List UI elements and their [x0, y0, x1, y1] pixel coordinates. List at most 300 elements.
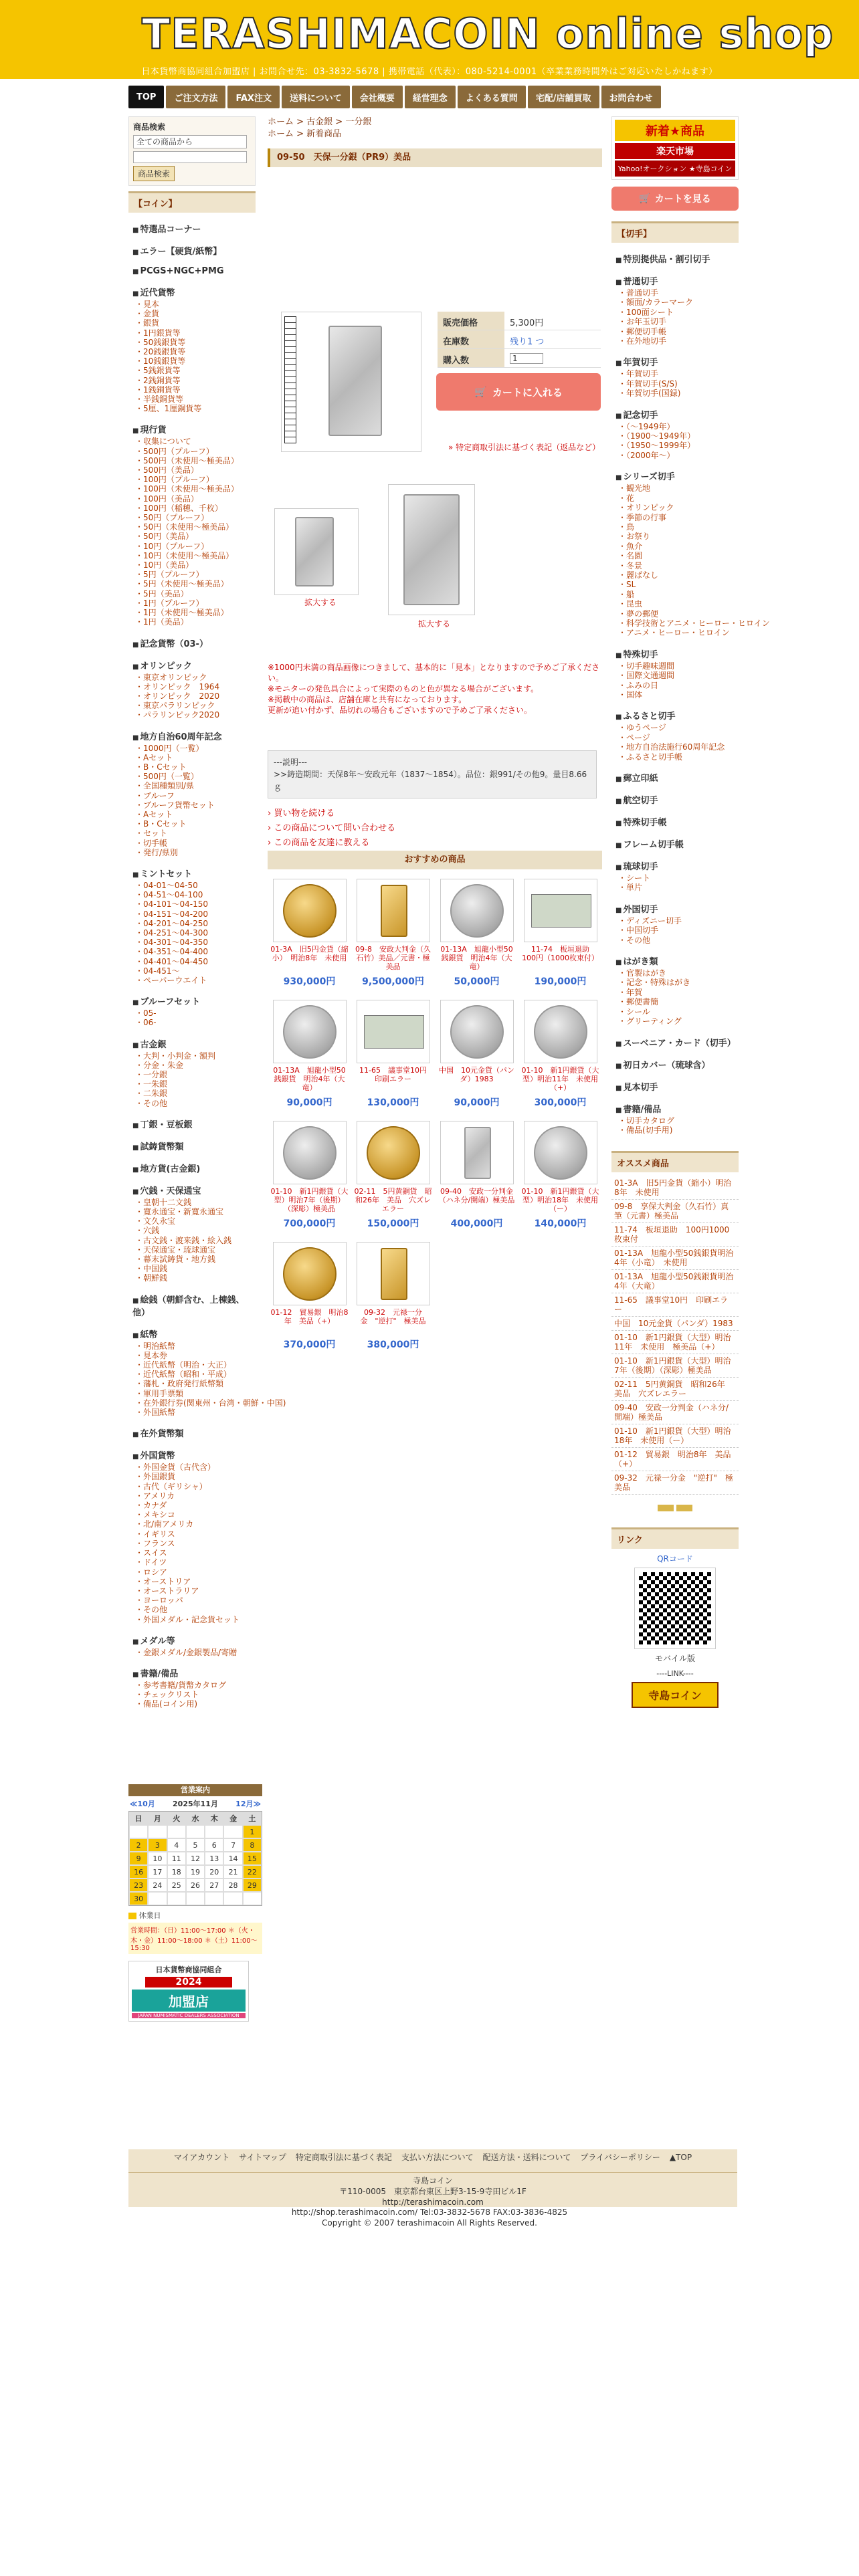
right-top-link[interactable]: ■ 特別提供品・割引切手 — [611, 252, 739, 265]
recommended-item[interactable] — [518, 1121, 602, 1230]
osusume-item[interactable]: 11-74 板垣退助 100円1000枚束付 — [611, 1223, 739, 1247]
recommended-image[interactable] — [273, 879, 347, 942]
left-menu-item[interactable]: ・ チェックリスト — [128, 1690, 256, 1699]
left-menu-item[interactable]: ・ 1000円（一覧） — [128, 744, 256, 753]
recommended-image[interactable] — [440, 879, 514, 942]
right-menu-item[interactable]: ・ シール — [611, 1007, 739, 1016]
left-menu-item[interactable]: ・ 1円銀貨等 — [128, 328, 256, 338]
recommended-item[interactable] — [351, 1121, 435, 1230]
recommended-title[interactable]: 09-8 安政大判金（久石竹）美品／元書・極美品 — [355, 945, 431, 971]
left-menu-item[interactable]: ・ フランス — [128, 1539, 256, 1548]
osusume-item[interactable]: 01-10 新1円銀貨（大型）明治11年 未使用 極美品（+） — [611, 1331, 739, 1354]
left-menu-item[interactable]: ・ 500円（美品） — [128, 465, 256, 475]
left-top-link[interactable]: ■ 特選品コーナー — [128, 222, 256, 235]
left-menu-item[interactable]: ・ B・Cセット — [128, 819, 256, 829]
left-menu-item[interactable]: ・ 10銭銀貨等 — [128, 356, 256, 366]
holiday-swatch — [128, 1913, 136, 1919]
left-menu-item[interactable]: ・ 天保通宝・琉球通宝 — [128, 1245, 256, 1255]
yahoo-label[interactable]: Yahoo!オークション ★寺島コイン — [615, 160, 735, 177]
recommended-title[interactable]: 01-13A 旭龍小型50銭銀貨 明治4年（大竜） — [440, 945, 513, 971]
recommended-image[interactable] — [273, 1242, 347, 1305]
left-menu-item[interactable]: ・ 20銭銀貨等 — [128, 347, 256, 356]
right-menu-item[interactable]: ・ （1950～1999年） — [611, 441, 739, 450]
product-link[interactable]: › 買い物を続ける — [268, 807, 395, 821]
left-menu-item[interactable]: ・ 5円（未使用～極美品） — [128, 579, 256, 588]
recommended-item[interactable] — [351, 1242, 435, 1351]
footer-url[interactable]: http://terashimacoin.com — [382, 2197, 484, 2207]
right-section-title[interactable]: ■ 書籍/備品 — [611, 1102, 739, 1115]
left-menu-item[interactable]: ・ 50円（未使用～極美品） — [128, 522, 256, 532]
recommended-image[interactable] — [357, 1242, 430, 1305]
recommended-title[interactable]: 01-10 新1円銀貨（大型）明治7年（後期）（深彫）極美品 — [270, 1187, 349, 1213]
recommended-image[interactable] — [357, 879, 430, 942]
right-menu-item[interactable]: ・ 科学技術とアニメ・ヒーロー・ヒロイン — [611, 619, 739, 628]
recommended-item[interactable] — [351, 1000, 435, 1109]
left-menu-item[interactable]: ・ 東京パラリンピック — [128, 701, 256, 710]
nav-item[interactable]: ご注文方法 — [166, 86, 225, 108]
left-menu-item[interactable]: ・ 全国種類別/県 — [128, 781, 256, 790]
recommended-image[interactable] — [440, 1000, 514, 1063]
left-top-link[interactable]: ■ エラー【硬貨/紙幣】 — [128, 244, 256, 257]
left-menu-item[interactable]: ・ 500円（未使用～極美品） — [128, 456, 256, 465]
left-menu-item[interactable]: ・ スイス — [128, 1548, 256, 1558]
right-menu-item[interactable]: ・ 郵便書簡 — [611, 997, 739, 1006]
calendar-next[interactable]: 12月≫ — [235, 1800, 261, 1808]
osusume-item[interactable]: 09-40 安政一分判金（ハネ分/開端）極美品 — [611, 1401, 739, 1424]
left-menu-item[interactable]: ・ 04-151～04-200 — [128, 909, 256, 919]
add-to-cart-button[interactable] — [436, 373, 601, 411]
left-menu-item[interactable]: ・ 04-201～04-250 — [128, 919, 256, 928]
right-menu-item[interactable]: ・ 備品(切手用) — [611, 1125, 739, 1135]
left-menu-item[interactable]: ・ 5円（美品） — [128, 589, 256, 599]
osusume-item[interactable]: 01-3A 旧5円金貨（縮小）明治8年 未使用 — [611, 1176, 739, 1200]
right-menu-item[interactable]: ・ 魚介 — [611, 542, 739, 551]
left-menu-item[interactable]: ・ 二朱銀 — [128, 1089, 256, 1098]
right-menu-item[interactable]: ・ 花 — [611, 494, 739, 503]
left-menu-item[interactable]: ・ 04-451～ — [128, 966, 256, 976]
left-section-title[interactable]: ■ 書籍/備品 — [128, 1667, 256, 1679]
left-menu-item[interactable]: ・ ドイツ — [128, 1558, 256, 1567]
recommended-image[interactable] — [440, 1121, 514, 1184]
product-link[interactable]: › この商品について問い合わせる — [268, 821, 395, 836]
right-menu-item[interactable]: ・ 昆虫 — [611, 599, 739, 609]
left-menu-item[interactable]: ・ メキシコ — [128, 1510, 256, 1519]
left-menu-item[interactable]: ・ セット — [128, 829, 256, 838]
recommended-item[interactable] — [268, 1000, 351, 1109]
calendar-title: 営業案内 — [128, 1784, 262, 1796]
pager-prev[interactable] — [658, 1505, 674, 1511]
right-section-title[interactable]: ■ 航空切手 — [611, 793, 739, 806]
left-menu-item[interactable]: ・ 古代（ギリシャ） — [128, 1482, 256, 1491]
association-badge[interactable] — [128, 1961, 249, 2022]
recommended-title[interactable]: 11-74 板垣退助 100円（1000枚束付） — [522, 945, 599, 962]
left-menu-item[interactable]: ・ Aセット — [128, 753, 256, 762]
product-link[interactable]: › この商品を友達に教える — [268, 836, 395, 851]
left-menu-item[interactable]: ・ 2銭銅貨等 — [128, 376, 256, 385]
right-menu-item[interactable]: ・ 名園 — [611, 551, 739, 560]
left-menu-item[interactable]: ・ 100円（美品） — [128, 494, 256, 504]
recommended-title[interactable]: 11-65 議事堂10円 印刷エラー — [359, 1066, 434, 1083]
right-menu-item[interactable]: ・ 在外地切手 — [611, 336, 739, 346]
osusume-item[interactable]: 09-8 享保大判金（久石竹）真筆（元書）極美品 — [611, 1200, 739, 1223]
left-menu-item[interactable]: ・ 幕末試鋳貨・地方銭 — [128, 1255, 256, 1264]
pager-next[interactable] — [676, 1505, 692, 1511]
left-section-title[interactable]: ■ 記念貨幣（03-） — [128, 637, 256, 649]
thumb-image-2[interactable] — [388, 484, 475, 615]
left-menu-item[interactable]: ・ 10円（未使用～極美品） — [128, 551, 256, 560]
left-menu-item[interactable]: ・ 参考書籍/貨幣カタログ — [128, 1681, 256, 1690]
left-menu-item[interactable]: ・ ヨーロッパ — [128, 1596, 256, 1605]
recommended-image[interactable] — [273, 1000, 347, 1063]
recommended-title[interactable]: 01-13A 旭龍小型50銭銀貨 明治4年（大竜） — [273, 1066, 346, 1092]
left-menu-item[interactable]: ・ 在外銀行券(関東州・台湾・朝鮮・中国) — [128, 1398, 256, 1408]
right-section-title[interactable]: ■ 特殊切手帳 — [611, 815, 739, 828]
left-menu-item[interactable]: ・ オリンピック 1964 — [128, 682, 256, 691]
nav-item[interactable]: 送料について — [282, 86, 350, 108]
recommended-title[interactable]: 中国 10元金貨（パンダ）1983 — [439, 1066, 514, 1083]
left-menu-item[interactable]: ・ 05- — [128, 1008, 256, 1018]
right-section-title[interactable]: ■ 年賀切手 — [611, 355, 739, 368]
terashima-logo-link[interactable]: 寺島コイン — [632, 1682, 719, 1708]
right-section-title[interactable]: ■ 普通切手 — [611, 274, 739, 287]
right-menu-item[interactable]: ・ 夢の郵便 — [611, 609, 739, 619]
footer-nav-link[interactable]: プライバシーポリシー — [580, 2153, 660, 2162]
osusume-item[interactable]: 01-12 貿易銀 明治8年 美品（+） — [611, 1448, 739, 1471]
left-section-title[interactable]: ■ 古金銀 — [128, 1037, 256, 1050]
right-section-title[interactable]: ■ 初日カバー（琉球含） — [611, 1058, 739, 1071]
left-menu-item[interactable]: ・ 皇朝十二文銭 — [128, 1198, 256, 1207]
left-menu-item[interactable]: ・ 04-351～04-400 — [128, 947, 256, 956]
link-label: ----LINK---- — [656, 1669, 694, 1679]
left-menu-item[interactable]: ・ 一朱銀 — [128, 1079, 256, 1089]
product-main-image[interactable] — [281, 312, 421, 452]
left-menu-item[interactable]: ・ Aセット — [128, 810, 256, 819]
left-menu-item[interactable]: ・ オーストリア — [128, 1577, 256, 1586]
left-menu-item[interactable]: ・ 1円（美品） — [128, 617, 256, 627]
left-menu-item[interactable]: ・ 04-301～04-350 — [128, 938, 256, 947]
right-menu-item[interactable]: ・ 切手カタログ — [611, 1116, 739, 1125]
thumb-image-1[interactable] — [274, 508, 359, 595]
osusume-item[interactable]: 09-32 元禄一分金 "逆打" 極美品 — [611, 1471, 739, 1495]
right-menu-item[interactable]: ・ 切手趣味週間 — [611, 661, 739, 671]
right-menu-item[interactable]: ・ （～1949年） — [611, 422, 739, 431]
recommended-image[interactable] — [524, 1000, 597, 1063]
left-menu-item[interactable]: ・ 500円（プルーフ） — [128, 447, 256, 456]
osusume-item[interactable]: 01-10 新1円銀貨（大型）明治18年 未使用（ー） — [611, 1424, 739, 1448]
left-menu-item[interactable]: ・ 外国メダル・記念貨セット — [128, 1615, 256, 1624]
left-menu-item[interactable]: ・ 備品(コイン用) — [128, 1699, 256, 1709]
right-menu-item[interactable]: ・ 国体 — [611, 690, 739, 700]
right-menu-item[interactable]: ・ お年玉切手 — [611, 317, 739, 326]
right-section-title[interactable]: ■ ふるさと切手 — [611, 709, 739, 722]
left-menu-item[interactable]: ・ 金銀メダル/金銀製品/寄贈 — [128, 1648, 256, 1657]
right-section-title[interactable]: ■ 郵立印紙 — [611, 771, 739, 784]
recommended-image[interactable] — [524, 879, 597, 942]
left-section-title[interactable]: ■ 現行貨 — [128, 423, 256, 435]
left-menu-item[interactable]: ・ オリンピック 2020 — [128, 691, 256, 701]
recommended-title[interactable]: 01-10 新1円銀貨（大型）明治11年 未使用（+） — [521, 1066, 599, 1092]
recommended-image[interactable] — [357, 1121, 430, 1184]
footer-nav-link[interactable]: マイアカウント — [173, 2153, 230, 2162]
left-section-title[interactable]: ■ 紙幣 — [128, 1327, 256, 1340]
nav-item[interactable]: 宅配/店舗買取 — [528, 86, 599, 108]
recommended-image[interactable] — [524, 1121, 597, 1184]
site-logo[interactable]: TERASHIMACOIN online shop — [142, 9, 834, 58]
left-menu-item[interactable]: ・ 銀貨 — [128, 318, 256, 328]
left-menu-item[interactable]: ・ 04-101～04-150 — [128, 899, 256, 909]
right-menu-item[interactable]: ・ 郵便切手帳 — [611, 327, 739, 336]
osusume-item[interactable]: 01-10 新1円銀貨（大型）明治7年（後期）（深彫）極美品 — [611, 1354, 739, 1378]
left-section-title[interactable]: ■ 絵銭（朝鮮含む、上棟銭、他） — [128, 1293, 256, 1318]
left-menu-item[interactable]: ・ 寛永通宝・新寛永通宝 — [128, 1207, 256, 1216]
osusume-item[interactable]: 11-65 議事堂10円 印刷エラー — [611, 1293, 739, 1317]
calendar-prev[interactable]: ≪10月 — [130, 1800, 155, 1808]
left-menu-item[interactable]: ・ 見本券 — [128, 1351, 256, 1360]
nav-item[interactable]: 経営理念 — [405, 86, 456, 108]
recommended-title[interactable]: 09-32 元禄一分金 "逆打" 極美品 — [360, 1308, 426, 1325]
left-menu-item[interactable]: ・ 東京オリンピック — [128, 673, 256, 682]
recommended-item[interactable] — [351, 879, 435, 988]
qr-code[interactable] — [635, 1568, 715, 1648]
left-menu-item[interactable]: ・ 50円（美品） — [128, 532, 256, 541]
left-menu-item[interactable]: ・ 分金・朱金 — [128, 1061, 256, 1070]
left-menu-item[interactable]: ・ 見本 — [128, 300, 256, 309]
right-menu-item[interactable]: ・ オリンピック — [611, 503, 739, 512]
right-section-title[interactable]: ■ 記念切手 — [611, 408, 739, 421]
left-menu-item[interactable]: ・ 朝鮮銭 — [128, 1273, 256, 1283]
right-menu-item[interactable]: ・ 年賀切手(国録) — [611, 389, 739, 398]
recommended-image[interactable] — [357, 1000, 430, 1063]
left-menu-item[interactable]: ・ 近代紙幣（昭和・平成） — [128, 1370, 256, 1379]
qty-input[interactable]: 1 — [510, 353, 543, 364]
left-menu-item[interactable]: ・ 5銭銀貨等 — [128, 366, 256, 375]
recommended-item[interactable] — [435, 1121, 518, 1230]
left-menu-item[interactable]: ・ 北/南アメリカ — [128, 1519, 256, 1529]
recommended-title[interactable]: 01-12 貿易銀 明治8年 美品（+） — [270, 1308, 349, 1325]
search-button[interactable]: 商品検索 — [133, 166, 175, 181]
left-section-title[interactable]: ■ メダル等 — [128, 1634, 256, 1646]
right-menu-item[interactable]: ・ 100面シート — [611, 308, 739, 317]
left-menu-item[interactable]: ・ 中国銭 — [128, 1264, 256, 1273]
left-menu-item[interactable]: ・ 1円（プルーフ） — [128, 599, 256, 608]
left-menu-item[interactable]: ・ 100円（稲穂、千枚） — [128, 504, 256, 513]
right-menu-item[interactable]: ・ 鳥 — [611, 522, 739, 532]
right-menu-item[interactable]: ・ 季節の行事 — [611, 513, 739, 522]
left-section-title[interactable]: ■ 在外貨幣類 — [128, 1426, 256, 1439]
breadcrumb-line[interactable]: ホーム > 古金銀 > 一分銀 — [268, 117, 372, 127]
right-menu-item[interactable]: ・ シート — [611, 873, 739, 883]
recommended-item[interactable] — [268, 879, 351, 988]
recommended-item[interactable] — [435, 879, 518, 988]
footer-nav-link[interactable]: 特定商取引法に基づく表記 — [295, 2153, 392, 2162]
right-menu-item[interactable]: ・ SL — [611, 580, 739, 589]
right-section-title[interactable]: ■ 見本切手 — [611, 1080, 739, 1093]
left-menu-item[interactable]: ・ カナダ — [128, 1501, 256, 1510]
left-section-title[interactable]: ■ オリンピック — [128, 659, 256, 671]
right-menu-item[interactable]: ・ その他 — [611, 936, 739, 945]
nav-item[interactable]: TOP — [128, 86, 164, 108]
left-menu-item[interactable]: ・ パラリンピック2020 — [128, 710, 256, 720]
right-menu-item[interactable]: ・ 麗ばなし — [611, 570, 739, 580]
right-menu-item[interactable]: ・ ページ — [611, 733, 739, 742]
recommended-title[interactable]: 01-10 新1円銀貨（大型）明治18年 未使用（ー） — [521, 1187, 599, 1213]
left-menu-item[interactable]: ・ 外国銀貨 — [128, 1472, 256, 1481]
footer-nav-link[interactable]: サイトマップ — [239, 2153, 286, 2162]
left-menu-item[interactable]: ・ 04-251～04-300 — [128, 928, 256, 938]
osusume-item[interactable]: 01-13A 旭龍小型50銭銀貨明治4年（小竜） 未使用 — [611, 1247, 739, 1270]
recommended-item[interactable] — [268, 1242, 351, 1351]
left-menu-item[interactable]: ・ 5厘、1厘銅貨等 — [128, 404, 256, 413]
left-menu-item[interactable]: ・ 近代紙幣（明治・大正） — [128, 1360, 256, 1370]
left-menu-item[interactable]: ・ 文久永宝 — [128, 1216, 256, 1226]
left-menu-item[interactable]: ・ 軍用手票類 — [128, 1389, 256, 1398]
recommended-title[interactable]: 01-3A 旧5円金貨（縮小） 明治8年 未使用 — [270, 945, 349, 962]
osusume-item[interactable]: 01-13A 旭龍小型50銭銀貨明治4年（大竜） — [611, 1270, 739, 1293]
right-section-title[interactable]: ■ シリーズ切手 — [611, 469, 739, 482]
left-menu-item[interactable]: ・ ペーパーウエイト — [128, 976, 256, 985]
left-menu-item[interactable]: ・ 50円（プルーフ） — [128, 513, 256, 522]
left-menu-item[interactable]: ・ ブルーフ貨幣セット — [128, 800, 256, 810]
right-menu-item[interactable]: ・ 官製はがき — [611, 968, 739, 978]
left-menu-item[interactable]: ・ 大判・小判金・額判 — [128, 1051, 256, 1061]
left-menu-item[interactable]: ・ 明治紙幣 — [128, 1341, 256, 1351]
enlarge-link-1[interactable]: 拡大する — [304, 598, 337, 607]
left-menu-item[interactable]: ・ 切手帳 — [128, 839, 256, 848]
right-section-title[interactable]: ■ はがき類 — [611, 954, 739, 967]
left-section-title[interactable]: ■ 外国貨幣 — [128, 1448, 256, 1461]
recommended-item[interactable] — [268, 1121, 351, 1230]
footer-nav-link[interactable]: ▲TOP — [669, 2153, 692, 2162]
right-menu-item[interactable]: ・ 年賀切手(S/S) — [611, 379, 739, 389]
right-menu-item[interactable]: ・ 普通切手 — [611, 288, 739, 298]
recommended-item[interactable] — [518, 1000, 602, 1109]
right-menu-item[interactable]: ・ 中国切手 — [611, 926, 739, 935]
left-menu-item[interactable]: ・ 半銭銅貨等 — [128, 395, 256, 404]
left-menu-item[interactable]: ・ 藩札・政府発行紙幣類 — [128, 1379, 256, 1388]
right-section-title[interactable]: ■ 外国切手 — [611, 902, 739, 915]
left-section-title[interactable]: ■ 地方自治60周年記念 — [128, 730, 256, 742]
left-menu-item[interactable]: ・ 1円（未使用～極美品） — [128, 608, 256, 617]
left-menu-item[interactable]: ・ 穴銭 — [128, 1226, 256, 1235]
left-top-link[interactable]: ■ PCGS+NGC+PMG — [128, 266, 256, 276]
right-menu-item[interactable]: ・ ふるさと切手帳 — [611, 752, 739, 762]
left-menu-item[interactable]: ・ 04-401～04-450 — [128, 957, 256, 966]
left-menu-item[interactable]: ・ 04-51～04-100 — [128, 890, 256, 899]
nav-item[interactable]: 会社概要 — [352, 86, 403, 108]
right-menu-item[interactable]: ・ お祭り — [611, 532, 739, 541]
view-cart-button[interactable] — [611, 187, 739, 211]
right-menu-item[interactable]: ・ 地方自治法施行60周年記念 — [611, 742, 739, 752]
search-category-select[interactable]: 全ての商品から — [133, 135, 247, 148]
left-section-title[interactable]: ■ 近代貨幣 — [128, 286, 256, 298]
left-menu-item[interactable]: ・ 外国金貨（古代含） — [128, 1463, 256, 1472]
right-menu-item[interactable]: ・ ふみの日 — [611, 681, 739, 690]
left-menu-item[interactable]: ・ 10円（美品） — [128, 560, 256, 570]
law-note-link[interactable]: » 特定商取引法に基づく表記（返品など） — [448, 443, 601, 452]
right-menu-item[interactable]: ・ 記念・特殊はがき — [611, 978, 739, 987]
right-menu-item[interactable]: ・ 年賀切手 — [611, 369, 739, 379]
left-section-title[interactable]: ■ ミントセット — [128, 867, 256, 879]
footer-nav-link[interactable]: 支払い方法について — [401, 2153, 474, 2162]
right-menu-item[interactable]: ・ ディズニー切手 — [611, 916, 739, 926]
recommended-title[interactable]: 02-11 5円黄銅貨 昭和26年 美品 穴ズレエラー — [354, 1187, 432, 1213]
left-section-title[interactable]: ■ 地方貨(古金銀) — [128, 1162, 256, 1174]
left-menu-item[interactable]: ・ 収集について — [128, 437, 256, 446]
left-menu-item[interactable]: ・ オーストラリア — [128, 1586, 256, 1596]
nav-item[interactable]: よくある質問 — [458, 86, 526, 108]
left-section-title[interactable]: ■ ブルーフセット — [128, 994, 256, 1007]
left-section-title[interactable]: ■ 丁銀・豆板銀 — [128, 1117, 256, 1130]
right-menu-item[interactable]: ・ 冬景 — [611, 561, 739, 570]
right-menu-item[interactable]: ・ 額面/カラーマーク — [611, 298, 739, 307]
left-section-title[interactable]: ■ 試鋳貨幣類 — [128, 1140, 256, 1152]
left-menu-item[interactable]: ・ 50銭銀貨等 — [128, 338, 256, 347]
left-menu-item[interactable]: ・ 10円（プルーフ） — [128, 542, 256, 551]
right-menu-item[interactable]: ・ アニメ・ヒーロー・ヒロイン — [611, 628, 739, 637]
left-menu-item[interactable]: ・ 一分銀 — [128, 1070, 256, 1079]
right-section-title[interactable]: ■ フレーム切手帳 — [611, 837, 739, 850]
recommended-image[interactable] — [273, 1121, 347, 1184]
right-section-title[interactable]: ■ 特殊切手 — [611, 647, 739, 660]
recommended-item[interactable] — [435, 1000, 518, 1109]
right-menu-item[interactable]: ・ 年賀 — [611, 988, 739, 997]
right-section-title[interactable]: ■ スーベニア・カード（切手） — [611, 1036, 739, 1049]
recommended-item[interactable] — [518, 879, 602, 988]
nav-item[interactable]: FAX注文 — [227, 86, 279, 108]
right-section-title[interactable]: ■ 琉球切手 — [611, 859, 739, 872]
osusume-item[interactable]: 中国 10元金貨（パンダ）1983 — [611, 1317, 739, 1331]
osusume-item[interactable]: 02-11 5円黄銅貨 昭和26年 美品 穴ズレエラー — [611, 1378, 739, 1401]
left-menu-item[interactable]: ・ 古文銭・渡来銭・絵入銭 — [128, 1236, 256, 1245]
right-menu-item[interactable]: ・ 国際文通週間 — [611, 671, 739, 680]
left-menu-item[interactable]: ・ 04-01～04-50 — [128, 881, 256, 890]
left-menu-item[interactable]: ・ B・Cセット — [128, 762, 256, 772]
right-menu-item[interactable]: ・ 船 — [611, 590, 739, 599]
left-menu-item[interactable]: ・ 1銭銅貨等 — [128, 385, 256, 395]
right-menu-item[interactable]: ・ グリーティング — [611, 1016, 739, 1026]
footer-nav-link[interactable]: 配送方法・送料について — [482, 2153, 571, 2162]
new-items-banner[interactable] — [611, 116, 739, 180]
left-menu-item[interactable]: ・ 5円（プルーフ） — [128, 570, 256, 579]
left-menu-item[interactable]: ・ ロシア — [128, 1568, 256, 1577]
nav-item[interactable]: お問合わせ — [601, 86, 661, 108]
left-menu-item[interactable]: ・ その他 — [128, 1099, 256, 1108]
left-menu-item[interactable]: ・ その他 — [128, 1605, 256, 1614]
left-menu-item[interactable]: ・ 金貨 — [128, 309, 256, 318]
search-input[interactable] — [133, 151, 247, 163]
left-menu-item[interactable]: ・ 100円（未使用～極美品） — [128, 484, 256, 494]
left-section-title[interactable]: ■ 穴銭・天保通宝 — [128, 1184, 256, 1196]
right-menu-item[interactable]: ・ （1900～1949年） — [611, 431, 739, 441]
right-menu-item[interactable]: ・ 単片 — [611, 883, 739, 892]
left-menu-item[interactable]: ・ 外国紙幣 — [128, 1408, 256, 1417]
left-menu-item[interactable]: ・ 発行/県別 — [128, 848, 256, 857]
rakuten-label[interactable]: 楽天市場 — [615, 143, 735, 159]
description-title: ---説明--- — [274, 758, 307, 767]
left-menu-item[interactable]: ・ 06- — [128, 1018, 256, 1027]
breadcrumb-line[interactable]: ホーム > 新着商品 — [268, 129, 342, 139]
left-menu-item[interactable]: ・ ブルーフ — [128, 791, 256, 800]
right-menu-item[interactable]: ・ （2000年～） — [611, 451, 739, 460]
left-menu-item[interactable]: ・ イギリス — [128, 1529, 256, 1539]
right-menu-item[interactable]: ・ 観光地 — [611, 484, 739, 493]
right-menu-item[interactable]: ・ ゆうページ — [611, 723, 739, 732]
recommended-title[interactable]: 09-40 安政一分判金（ハネ分/開端）極美品 — [438, 1187, 515, 1204]
left-menu-item[interactable]: ・ アメリカ — [128, 1491, 256, 1501]
left-menu-item[interactable]: ・ 500円（一覧） — [128, 772, 256, 781]
enlarge-link-2[interactable]: 拡大する — [418, 619, 451, 629]
left-menu-item[interactable]: ・ 100円（プルーフ） — [128, 475, 256, 484]
